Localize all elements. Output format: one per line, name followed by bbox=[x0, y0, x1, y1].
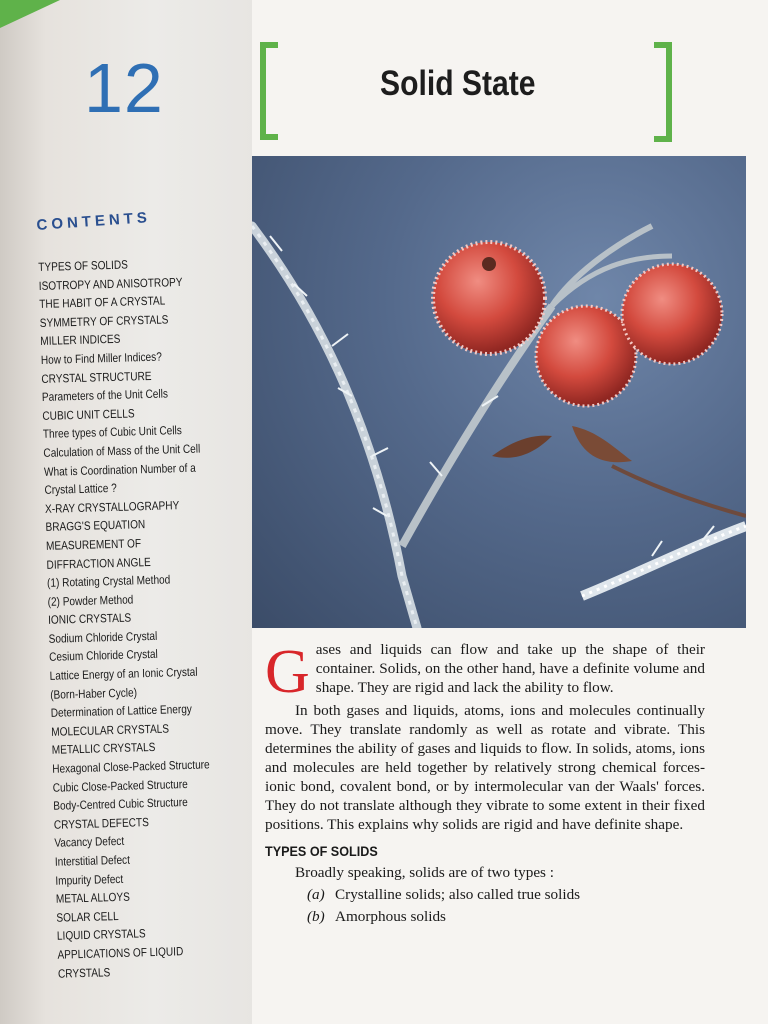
contents-item: DIFFRACTION ANGLE bbox=[46, 554, 151, 572]
contents-item: Hexagonal Close-Packed Structure bbox=[52, 757, 210, 776]
type-item bbox=[307, 907, 705, 926]
contents-item: Interstitial Defect bbox=[54, 852, 131, 869]
contents-item: Cubic Close-Packed Structure bbox=[52, 776, 188, 795]
chapter-title: Solid State bbox=[380, 64, 536, 103]
contents-item: Vacancy Defect bbox=[54, 834, 125, 851]
contents-item: TYPES OF SOLIDS bbox=[38, 257, 129, 274]
contents-item: CRYSTAL STRUCTURE bbox=[41, 368, 152, 386]
section-heading: TYPES OF SOLIDS bbox=[265, 843, 378, 859]
contents-item: CRYSTAL DEFECTS bbox=[53, 814, 150, 832]
types-intro: Broadly speaking, solids are of two types : bbox=[295, 864, 554, 881]
intro-paragraph bbox=[265, 638, 705, 706]
contents-item: MILLER INDICES bbox=[40, 332, 121, 349]
contents-item: APPLICATIONS OF LIQUID bbox=[57, 944, 184, 962]
contents-item: Sodium Chloride Crystal bbox=[48, 628, 158, 646]
contents-item: Lattice Energy of an Ionic Crystal bbox=[49, 664, 198, 683]
contents-list bbox=[38, 252, 278, 983]
contents-item: Cesium Chloride Crystal bbox=[48, 647, 158, 665]
type-item bbox=[307, 885, 705, 904]
contents-item: Parameters of the Unit Cells bbox=[41, 386, 169, 405]
corner-accent bbox=[0, 0, 60, 28]
contents-item: CRYSTALS bbox=[57, 964, 111, 981]
right-bracket bbox=[654, 42, 672, 142]
contents-item: BRAGG'S EQUATION bbox=[45, 517, 146, 535]
contents-item: ISOTROPY AND ANISOTROPY bbox=[38, 274, 183, 293]
contents-item: Three types of Cubic Unit Cells bbox=[42, 423, 183, 442]
contents-item: SOLAR CELL bbox=[56, 908, 119, 925]
contents-item: IONIC CRYSTALS bbox=[47, 610, 132, 628]
contents-item: What is Coordination Number of a bbox=[43, 460, 196, 479]
motion-paragraph: In both gases and liquids, atoms, ions and molecules continually move. They translate randomly as well as rotate and vibrate. This determines the ability of gases and liquids to flow. In solids, atoms, ions and molecules are held together by relatively strong chemical forces-ionic bond, covalent bond, or by intermolecular van der Waals' forces. They do not translate although they vibrate to some extent in their fixed positions. This explains why solids are rigid and have definite shape. bbox=[265, 702, 705, 833]
left-bracket bbox=[260, 42, 278, 140]
contents-item: CUBIC UNIT CELLS bbox=[42, 406, 135, 423]
type-marker: (b) bbox=[307, 908, 325, 925]
chapter-body bbox=[265, 640, 705, 926]
contents-item: MEASUREMENT OF bbox=[45, 536, 142, 553]
intro-text: ases and liquids can flow and take up the shape of their container. Solids, on the other hand, have a definite volume and shape. They are rigid and lack the ability to flow. bbox=[315, 641, 705, 696]
contents-item: How to Find Miller Indices? bbox=[40, 349, 163, 367]
contents-item: THE HABIT OF A CRYSTAL bbox=[39, 293, 166, 312]
chapter-number: 12 bbox=[84, 49, 164, 127]
contents-item: Body-Centred Cubic Structure bbox=[53, 795, 188, 814]
chapter-photo bbox=[252, 156, 746, 628]
contents-item: Impurity Defect bbox=[55, 871, 124, 888]
type-text: Amorphous solids bbox=[335, 908, 446, 925]
contents-item: LIQUID CRYSTALS bbox=[56, 926, 146, 944]
type-marker: (a) bbox=[307, 886, 325, 903]
contents-item: Crystal Lattice ? bbox=[44, 481, 117, 498]
drop-cap: G bbox=[265, 638, 310, 706]
contents-heading: CONTENTS bbox=[36, 209, 152, 234]
frosted-berries-image bbox=[252, 156, 746, 628]
contents-item: (2) Powder Method bbox=[47, 592, 134, 609]
contents-item: (Born-Haber Cycle) bbox=[49, 685, 138, 702]
contents-item: (1) Rotating Crystal Method bbox=[46, 572, 171, 590]
contents-item: SYMMETRY OF CRYSTALS bbox=[39, 312, 169, 330]
contents-item: X-RAY CRYSTALLOGRAPHY bbox=[44, 497, 180, 516]
contents-item: Determination of Lattice Energy bbox=[50, 702, 193, 721]
contents-item: METALLIC CRYSTALS bbox=[51, 740, 156, 758]
contents-item: Calculation of Mass of the Unit Cell bbox=[43, 441, 201, 460]
contents-item: MOLECULAR CRYSTALS bbox=[51, 721, 170, 739]
type-text: Crystalline solids; also called true solids bbox=[335, 886, 581, 903]
contents-item: METAL ALLOYS bbox=[55, 889, 131, 906]
